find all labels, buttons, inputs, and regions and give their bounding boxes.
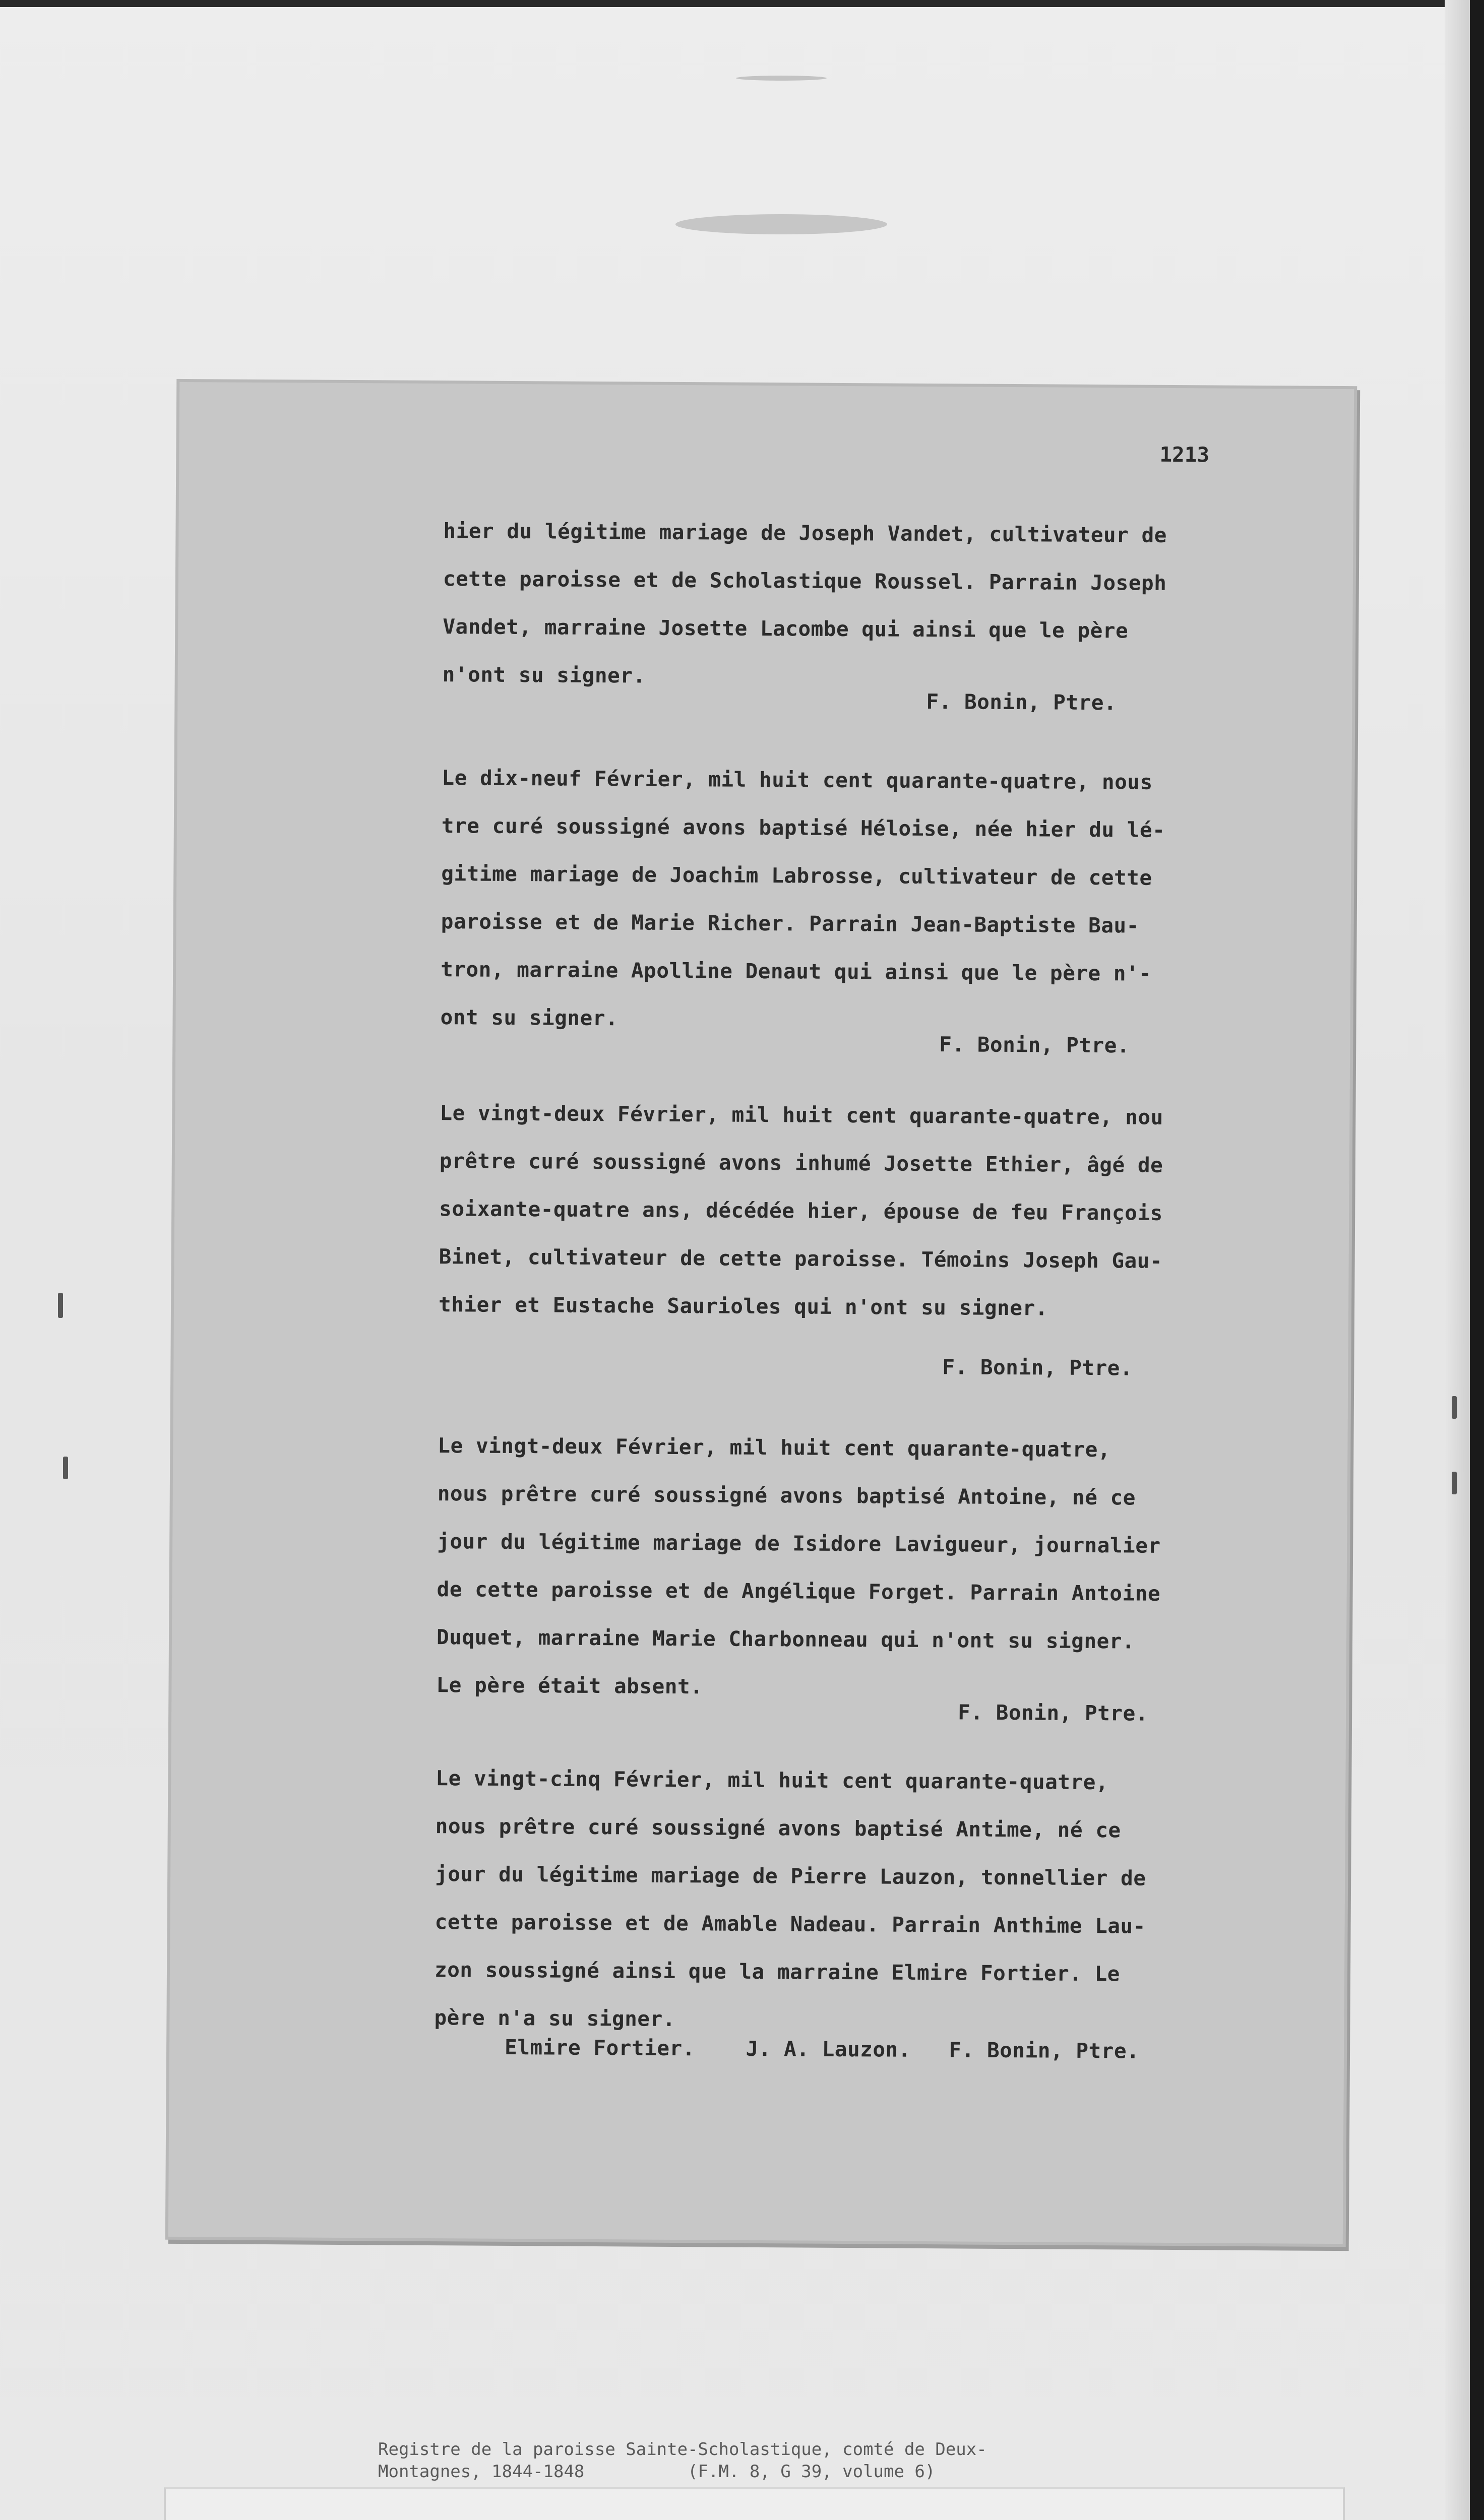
entry-line: jour du légitime mariage de Pierre Lauzon, tonnellier de [435,1862,1146,1891]
page-number: 1213 [1159,442,1210,467]
entry-line: nous prêtre curé soussigné avons baptisé Antoine, né ce [437,1481,1136,1510]
entry-line: prêtre curé soussigné avons inhumé Josette Ethier, âgé de [439,1149,1163,1177]
entry-line: Le dix-neuf Février, mil huit cent quarante-quatre, nous [442,766,1153,794]
register-page [168,382,1354,2244]
register-entry [440,754,1349,1062]
entry-line: tron, marraine Apolline Denaut qui ainsi que le père n'- [441,957,1152,986]
entry-line: gitime mariage de Joachim Labrosse, cultivateur de cette [441,861,1152,890]
entry-signature: F. Bonin, Ptre. [942,1355,1133,1380]
archives-stamp [164,2487,1345,2520]
register-entry [434,1754,1343,2067]
entry-signature: F. Bonin, Ptre. [926,689,1117,715]
entry-line: cette paroisse et de Scholastique Roussel. Parrain Joseph [443,566,1167,595]
entry-line: ont su signer. [440,1005,619,1031]
entry-signature: F. Bonin, Ptre. [958,1700,1149,1726]
entry-line: Vandet, marraine Josette Lacombe qui ainsi que le père [443,614,1129,643]
entry-line: de cette paroisse et de Angélique Forget. Parrain Antoine [437,1577,1161,1606]
entry-line: Le vingt-cinq Février, mil huit cent quarante-quatre, [436,1766,1109,1795]
entry-line: hier du légitime mariage de Joseph Vandet, cultivateur de [443,519,1167,547]
entry-line: cette paroisse et de Amable Nadeau. Parrain Anthime Lau- [435,1910,1146,1938]
catalogue-caption [378,2438,1134,2483]
entry-line: n'ont su signer. [442,662,646,688]
entry-line: zon soussigné ainsi que la marraine Elmire Fortier. Le [434,1958,1121,1986]
entry-line: jour du légitime mariage de Isidore Lavigueur, journalier [437,1529,1161,1558]
film-smudge [736,76,827,81]
entry-line: Le père était absent. [436,1673,703,1699]
film-right-edge [1470,0,1484,2520]
film-smudge [675,214,887,234]
caption-line: Montagnes, 1844-1848 (F.M. 8, G 39, volume 6) [378,2462,936,2482]
entry-line: thier et Eustache Saurioles qui n'ont su signer. [438,1292,1048,1320]
film-smudge [63,1457,68,1479]
register-entry [436,1422,1345,1730]
entry-signature: F. Bonin, Ptre. [939,1032,1130,1058]
film-right-shadow [1445,0,1470,2520]
entry-line: soixante-quatre ans, décédée hier, épouse de feu François [439,1196,1163,1225]
film-smudge [1452,1396,1457,1419]
entry-signature: Elmire Fortier. J. A. Lauzon. F. Bonin, Ptre. [504,2035,1140,2063]
film-top-edge [0,0,1484,7]
entry-line: nous prêtre curé soussigné avons baptisé Antime, né ce [435,1814,1121,1843]
entry-line: paroisse et de Marie Richer. Parrain Jean-Baptiste Bau- [441,909,1139,938]
entry-line: Duquet, marraine Marie Charbonneau qui n'ont su signer. [436,1625,1135,1654]
film-smudge [1452,1472,1457,1494]
register-entry [438,1089,1347,1384]
caption-line: Registre de la paroisse Sainte-Scholastique, comté de Deux- [378,2439,987,2460]
register-entry [442,507,1350,719]
entry-line: Binet, cultivateur de cette paroisse. Témoins Joseph Gau- [439,1244,1163,1273]
entry-line: Le vingt-deux Février, mil huit cent quarante-quatre, [438,1433,1111,1462]
entry-line: père n'a su signer. [434,2005,676,2031]
entry-line: tre curé soussigné avons baptisé Héloise, née hier du lé- [441,813,1165,842]
film-smudge [58,1293,63,1318]
entry-line: Le vingt-deux Février, mil huit cent quarante-quatre, nou [440,1101,1164,1129]
